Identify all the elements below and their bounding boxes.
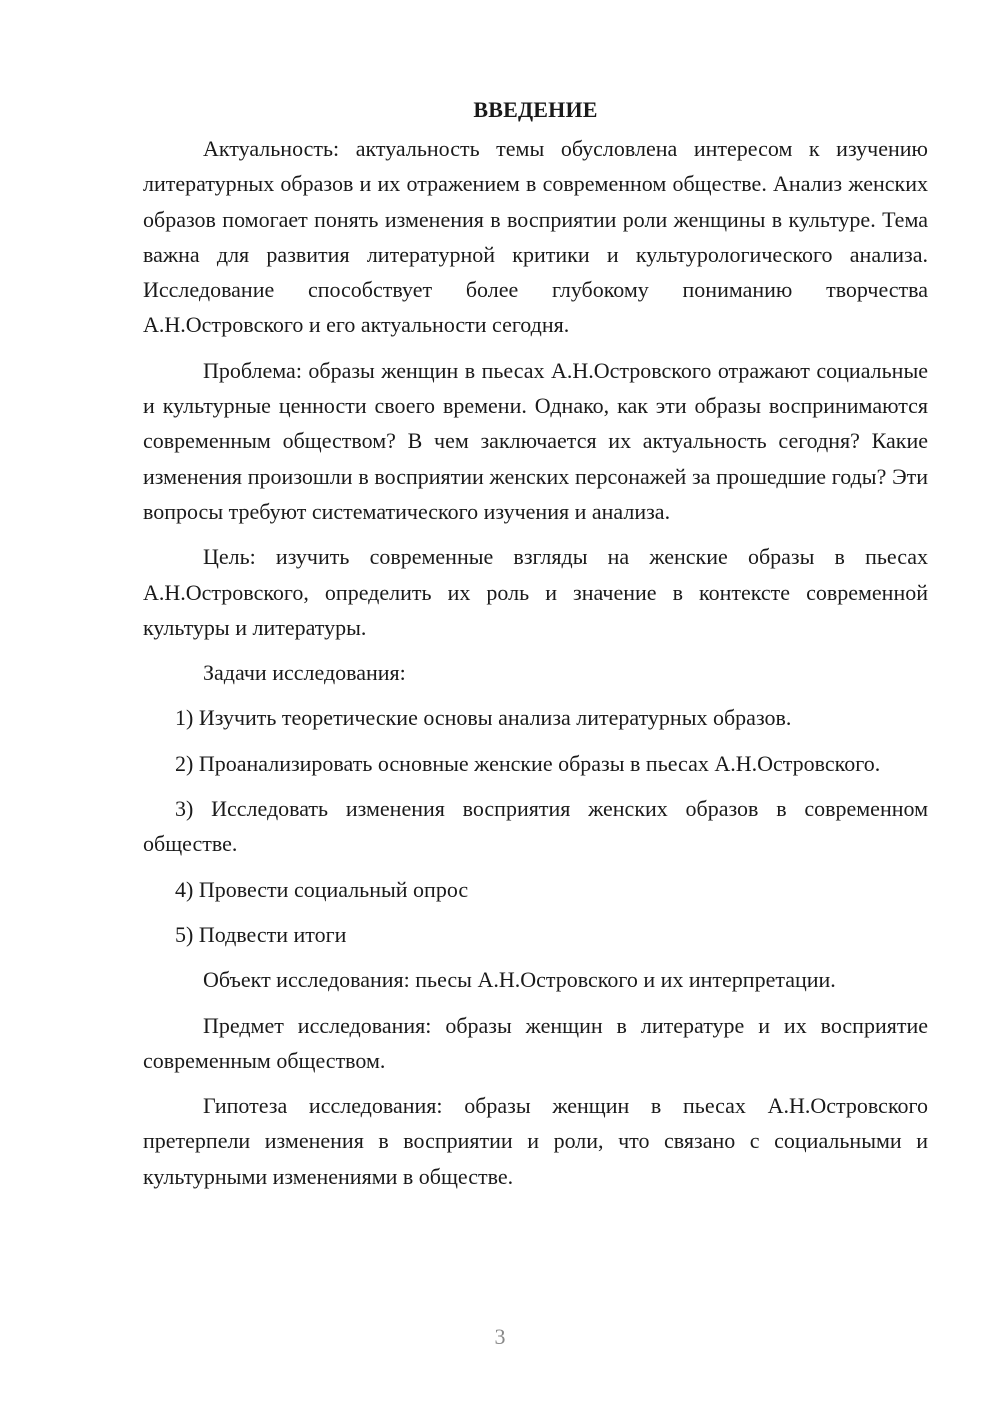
paragraph-relevance: Актуальность: актуальность темы обусловлена интересом к изучению литературных образов и их отражением в современном обществе. Анализ женских образов помогает понять изменения в восприятии роли женщины в культуре. Тема важна для развития литературной критики и культурологического анализа. Исследование способствует более глубокому пониманию творчества А.Н.Островского и его актуальности сегодня. [143,136,928,338]
tasks-heading: Задачи исследования: [203,660,406,686]
paragraph-hypothesis: Гипотеза исследования: образы женщин в пьесах А.Н.Островского претерпели изменения в восприятии и роли, что связано с социальными и культурными изменениями в обществе. [143,1093,928,1189]
paragraph-goal: Цель: изучить современные взгляды на женские образы в пьесах А.Н.Островского, определить их роль и значение в контексте современной культуры и литературы. [143,544,928,640]
task-item-5: 5) Подвести итоги [175,921,347,947]
task-item-2: 2) Проанализировать основные женские образы в пьесах А.Н.Островского. [175,750,881,776]
paragraph-object: Объект исследования: пьесы А.Н.Островского и их интерпретации. [203,967,836,993]
document-page [143,92,928,1204]
task-item-4: 4) Провести социальный опрос [175,876,469,902]
paragraph-problem: Проблема: образы женщин в пьесах А.Н.Островского отражают социальные и культурные ценности своего времени. Однако, как эти образы воспринимаются современным обществом? В чем заключается их актуальность сегодня? Какие изменения произошли в восприятии женских персонажей за прошедшие годы? Эти вопросы требуют систематического изучения и анализа. [143,357,928,524]
page-number: 3 [494,1324,506,1349]
task-item-1: 1) Изучить теоретические основы анализа литературных образов. [175,705,792,731]
task-item-3: 3) Исследовать изменения восприятия женских образов в современном обществе. [143,796,928,857]
section-title: ВВЕДЕНИЕ [473,97,598,122]
paragraph-subject: Предмет исследования: образы женщин в литературе и их восприятие современным обществом. [143,1012,928,1073]
